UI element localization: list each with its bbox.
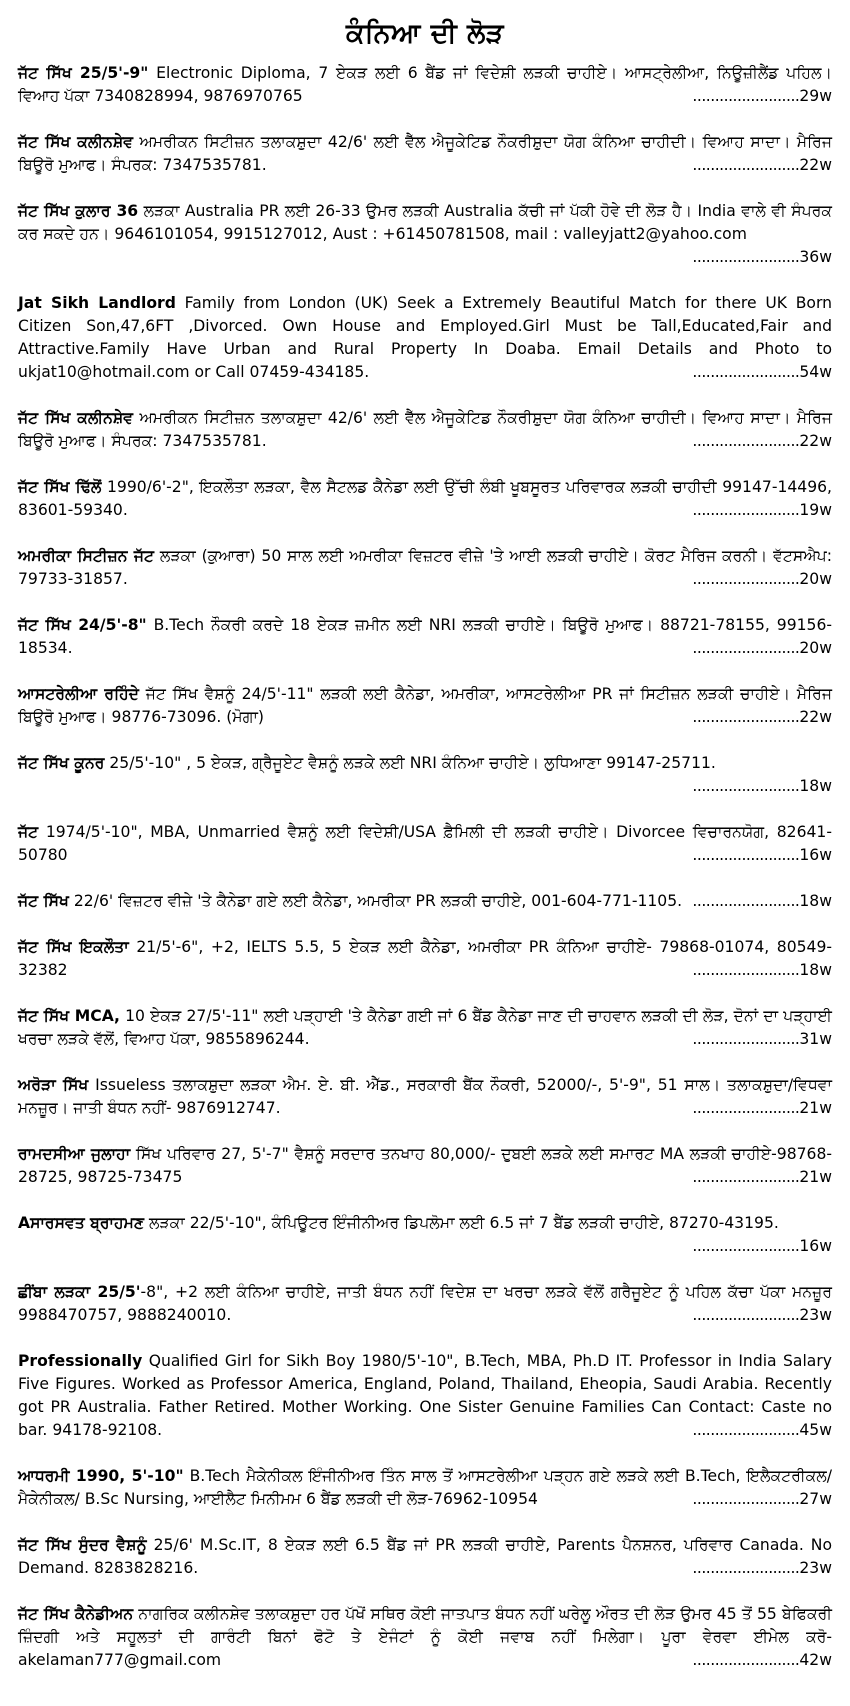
list-item xyxy=(18,1350,832,1442)
ad-code xyxy=(684,844,832,867)
list-item xyxy=(18,1465,832,1511)
ad-text: Family from London (UK) Seek a Extremely Beautiful Match for there UK Born Citizen Son,47,6FT ,Divorced. Own House and Employed.Girl Must be Tall,Educated,Fair and Attractive.Family Have Urban and Rural Property In Doaba. Email Details and Photo to ukjat10@hotmail.com or Call 07459-434185. xyxy=(18,294,832,381)
ad-code-value: 45w xyxy=(799,1421,832,1439)
ad-code xyxy=(684,1488,832,1511)
ad-leader-dots: ........................ xyxy=(692,1099,800,1117)
ad-code-value: 20w xyxy=(799,639,832,657)
list-item xyxy=(18,200,832,269)
ad-lead: ਜੱਟ xyxy=(18,823,39,841)
ad-text: -8", +2 ਲਈ ਕੰਨਿਆ ਚਾਹੀਏ, ਜਾਤੀ ਬੰਧਨ ਨਹੀਂ ਵਿਦੇਸ਼ ਦਾ ਖਰਚਾ ਲੜਕੇ ਵੱਲੋਂ ਗਰੈਜੂਏਟ ਨੂੰ ਪਹਿਲ ਕੱਚਾ ਪੱਕਾ ਮਨਜ਼ੂਰ 9988470757, 9888240010. xyxy=(18,1283,832,1324)
ad-code xyxy=(684,637,832,660)
ad-code-value: 21w xyxy=(799,1099,832,1117)
ad-code xyxy=(684,499,832,522)
ad-code-value: 18w xyxy=(799,892,832,910)
ad-lead: ਰਾਮਦਸੀਆ ਜੁਲਾਹਾ xyxy=(18,1145,131,1163)
ad-leader-dots: ........................ xyxy=(692,1168,800,1186)
ad-code-value: 19w xyxy=(799,501,832,519)
ad-lead: Professionally xyxy=(18,1352,143,1370)
list-item xyxy=(18,131,832,177)
ad-lead: ਜੱਟ ਸਿੱਖ ਕੁਲਾਰ 36 xyxy=(18,202,139,220)
list-item xyxy=(18,752,832,798)
ad-lead: ਜੱਟ ਸਿੱਖ ਕੂਨਰ xyxy=(18,754,105,772)
page-title: ਕੰਨਿਆ ਦੀ ਲੋੜ xyxy=(345,18,505,49)
ad-code-value: 22w xyxy=(799,156,832,174)
ad-text: ਅਮਰੀਕਨ ਸਿਟੀਜ਼ਨ ਤਲਾਕਸ਼ੁਦਾ 42/6' ਲਈ ਵੈੱਲ ਐਜੂਕੇਟਿਡ ਨੌਕਰੀਸ਼ੁਦਾ ਯੋਗ ਕੰਨਿਆ ਚਾਹੀਦੀ। ਵਿਆਹ ਸਾਦਾ। ਮੈਰਿਜ ਬਿਊਰੋ ਮੁਆਫ। ਸੰਪਰਕ: 7347535781. xyxy=(18,133,833,174)
ad-leader-dots: ........................ xyxy=(692,961,800,979)
ad-code-value: 31w xyxy=(799,1030,832,1048)
ad-code-value: 42w xyxy=(799,1651,832,1669)
ad-code xyxy=(684,430,832,453)
ad-code-value: 29w xyxy=(799,87,832,105)
list-item xyxy=(18,821,832,867)
list-item xyxy=(18,1212,832,1258)
ad-code xyxy=(684,1649,832,1672)
ad-code xyxy=(684,959,832,982)
ad-text: 21/5'-6", +2, IELTS 5.5, 5 ਏਕੜ ਲਈ ਕੈਨੇਡਾ, ਅਮਰੀਕਾ PR ਕੰਨਿਆ ਚਾਹੀਏ- 79868-01074, 80549-32382 xyxy=(18,938,833,979)
ad-text: ਜੱਟ ਸਿੱਖ ਵੈਸ਼ਨੂੰ 24/5'-11" ਲੜਕੀ ਲਈ ਕੈਨੇਡਾ, ਅਮਰੀਕਾ, ਆਸਟਰੇਲੀਆ PR ਜਾਂ ਸਿਟੀਜ਼ਨ ਲੜਕੀ ਚਾਹੀਏ। ਮੈਰਿਜ ਬਿਊਰੋ ਮੁਆਫ। 98776-73096. (ਮੋਗਾ) xyxy=(18,685,832,726)
ad-code-value: 22w xyxy=(799,708,832,726)
ad-code xyxy=(684,706,832,729)
ad-leader-dots: ........................ xyxy=(692,639,800,657)
ad-lead: ਆਸਟਰੇਲੀਆ ਰਹਿੰਦੇ xyxy=(18,685,139,703)
list-item xyxy=(18,1074,832,1120)
ad-leader-dots: ........................ xyxy=(692,892,800,910)
list-item xyxy=(18,545,832,591)
list-item xyxy=(18,407,832,453)
ad-leader-dots: ........................ xyxy=(692,363,800,381)
ad-text: ਲੜਕਾ 22/5'-10", ਕੰਪਿਊਟਰ ਇੰਜੀਨੀਅਰ ਡਿਪਲੋਮਾ ਲਈ 6.5 ਜਾਂ 7 ਬੈਂਡ ਲੜਕੀ ਚਾਹੀਏ, 87270-43195. xyxy=(143,1214,779,1232)
ad-lead: ਅਮਰੀਕਾ ਸਿਟੀਜ਼ਨ ਜੱਟ xyxy=(18,547,155,565)
list-item xyxy=(18,1143,832,1189)
ad-lead: ਅਰੋੜਾ ਸਿੱਖ xyxy=(18,1076,89,1094)
ad-text: 25/5'-10" , 5 ਏਕੜ, ਗ੍ਰੈਜੂਏਟ ਵੈਸ਼ਨੂੰ ਲੜਕੇ ਲਈ NRI ਕੰਨਿਆ ਚਾਹੀਏ। ਲੁਧਿਆਣਾ 99147-25711. xyxy=(104,754,716,772)
ad-code-value: 36w xyxy=(799,248,832,266)
ad-code-value: 54w xyxy=(799,363,832,381)
ad-leader-dots: ........................ xyxy=(692,570,800,588)
ad-text: 10 ਏਕੜ 27/5'-11" ਲਈ ਪੜ੍ਹਾਈ 'ਤੇ ਕੈਨੇਡਾ ਗਈ ਜਾਂ 6 ਬੈਂਡ ਕੈਨੇਡਾ ਜਾਣ ਦੀ ਚਾਹਵਾਨ ਲੜਕੀ ਦੀ ਲੋੜ, ਦੋਨਾਂ ਦਾ ਪੜ੍ਹਾਈ ਖਰਚਾ ਲੜਕੇ ਵੱਲੋਂ, ਵਿਆਹ ਪੱਕਾ, 9855896244. xyxy=(18,1007,833,1048)
ad-code xyxy=(684,1097,832,1120)
ad-text: Electronic Diploma, 7 ਏਕੜ ਲਈ 6 ਬੈਂਡ ਜਾਂ ਵਿਦੇਸ਼ੀ ਲੜਕੀ ਚਾਹੀਏ। ਆਸਟ੍ਰੇਲੀਆ, ਨਿਊਜ਼ੀਲੈਂਡ ਪਹਿਲ। ਵਿਆਹ ਪੱਕਾ 7340828994, 9876970765 xyxy=(18,64,832,105)
ad-code xyxy=(684,361,832,384)
ad-leader-dots: ........................ xyxy=(692,1651,800,1669)
list-item xyxy=(18,1005,832,1051)
ad-code xyxy=(684,890,832,913)
ad-code-value: 21w xyxy=(799,1168,832,1186)
ad-leader-dots: ........................ xyxy=(692,1490,800,1508)
list-item xyxy=(18,936,832,982)
list-item xyxy=(18,292,832,384)
ad-code xyxy=(684,85,832,108)
ad-code xyxy=(684,1304,832,1327)
ad-lead: ਆਧਰਮੀ 1990, 5'-10" xyxy=(18,1467,184,1485)
ad-code-value: 22w xyxy=(799,432,832,450)
ad-code xyxy=(684,775,832,798)
ad-text: B.Tech ਮੈਕੇਨੀਕਲ ਇੰਜੀਨੀਅਰ ਤਿੰਨ ਸਾਲ ਤੋਂ ਆਸਟਰੇਲੀਆ ਪੜ੍ਹਨ ਗਏ ਲੜਕੇ ਲਈ B.Tech, ਇਲੈਕਟਰੀਕਲ/ਮੈਕੇਨੀਕਲ/ B.Sc Nursing, ਆਈਲੈਟ ਮਿਨੀਮਮ 6 ਬੈਂਡ ਲੜਕੀ ਦੀ ਲੋੜ-76962-10954 xyxy=(18,1467,832,1508)
ad-leader-dots: ........................ xyxy=(692,87,800,105)
ad-text: B.Tech ਨੌਕਰੀ ਕਰਦੇ 18 ਏਕੜ ਜ਼ਮੀਨ ਲਈ NRI ਲੜਕੀ ਚਾਹੀਏ। ਬਿਊਰੋ ਮੁਆਫ। 88721-78155, 99156-18534. xyxy=(18,616,833,657)
ad-lead: ਜੱਟ ਸਿੱਖ 25/5'-9" xyxy=(18,64,149,82)
ad-leader-dots: ........................ xyxy=(692,846,800,864)
ad-lead: ਜੱਟ ਸਿੱਖ ਇਕਲੌਤਾ xyxy=(18,938,129,956)
ad-lead: ਜੱਟ ਸਿੱਖ ਕਲੀਨਸ਼ੇਵ xyxy=(18,133,134,151)
ad-text: ਨਾਗਰਿਕ ਕਲੀਨਸ਼ੇਵ ਤਲਾਕਸ਼ੁਦਾ ਹਰ ਪੱਖੋਂ ਸਥਿਰ ਕੋਈ ਜਾਤਪਾਤ ਬੰਧਨ ਨਹੀਂ ਘਰੇਲੂ ਔਰਤ ਦੀ ਲੋੜ ਉਮਰ 45 ਤੋਂ 55 ਬੇਫਿਕਰੀ ਜ਼ਿੰਦਗੀ ਅਤੇ ਸਹੂਲਤਾਂ ਦੀ ਗਾਰੰਟੀ ਬਿਨਾਂ ਫੋਟੋ ਤੇ ਏਜੰਟਾਂ ਨੂੰ ਕੋਈ ਜਵਾਬ ਨਹੀਂ ਮਿਲੇਗਾ। ਪੂਰਾ ਵੇਰਵਾ ਈਮੇਲ ਕਰੋ- akelaman777@gmail.com xyxy=(18,1605,832,1669)
ad-lead: Aਸਾਰਸਵਤ ਬ੍ਰਾਹਮਣ xyxy=(18,1214,144,1232)
list-item xyxy=(18,683,832,729)
ad-code xyxy=(684,154,832,177)
ad-text: ਲੜਕਾ Australia PR ਲਈ 26-33 ਉਮਰ ਲੜਕੀ Australia ਕੱਚੀ ਜਾਂ ਪੱਕੀ ਹੋਵੇ ਦੀ ਲੋੜ ਹੈ। India ਵਾਲੇ ਵੀ ਸੰਪਰਕ ਕਰ ਸਕਦੇ ਹਨ। 9646101054, 9915127012, Aust : +61450781508, mail : valleyjatt2@yahoo.com xyxy=(18,202,832,243)
list-item xyxy=(18,1603,832,1672)
ad-leader-dots: ........................ xyxy=(692,1306,800,1324)
ad-code-value: 16w xyxy=(799,1237,832,1255)
ad-leader-dots: ........................ xyxy=(692,248,800,266)
ad-leader-dots: ........................ xyxy=(692,1559,800,1577)
ad-code xyxy=(684,1166,832,1189)
ad-code-value: 27w xyxy=(799,1490,832,1508)
ad-text: 1974/5'-10", MBA, Unmarried ਵੈਸ਼ਨੂੰ ਲਈ ਵਿਦੇਸ਼ੀ/USA ਫ਼ੈਮਿਲੀ ਦੀ ਲੜਕੀ ਚਾਹੀਏ। Divorcee ਵਿਚਾਰਨਯੋਗ, 82641-50780 xyxy=(18,823,832,864)
ad-leader-dots: ........................ xyxy=(692,777,800,795)
ad-lead: ਜੱਟ ਸਿੱਖ ਢਿੱਲੋਂ xyxy=(18,478,102,496)
ad-leader-dots: ........................ xyxy=(692,501,800,519)
ad-text: ਲੜਕਾ (ਕੁਆਰਾ) 50 ਸਾਲ ਲਈ ਅਮਰੀਕਾ ਵਿਜ਼ਟਰ ਵੀਜ਼ੇ 'ਤੇ ਆਈ ਲੜਕੀ ਚਾਹੀਏ। ਕੋਰਟ ਮੈਰਿਜ ਕਰਨੀ। ਵੱਟਸਐਪ: 79733-31857. xyxy=(18,547,832,588)
ad-leader-dots: ........................ xyxy=(692,708,800,726)
ad-code-value: 23w xyxy=(799,1559,832,1577)
ad-code xyxy=(684,568,832,591)
ad-code-value: 23w xyxy=(799,1306,832,1324)
ad-text: ਸਿੱਖ ਪਰਿਵਾਰ 27, 5'-7" ਵੈਸ਼ਨੂੰ ਸਰਦਾਰ ਤਨਖਾਹ 80,000/- ਦੁਬਈ ਲੜਕੇ ਲਈ ਸਮਾਰਟ MA ਲੜਕੀ ਚਾਹੀਏ-98768-28725, 98725-73475 xyxy=(18,1145,832,1186)
ad-lead: ਜੱਟ ਸਿੱਖ ਕਲੀਨਸ਼ੇਵ xyxy=(18,409,134,427)
ad-code-value: 18w xyxy=(799,777,832,795)
ad-text: Issueless ਤਲਾਕਸ਼ੁਦਾ ਲੜਕਾ ਐਮ. ਏ. ਬੀ. ਐੱਡ., ਸਰਕਾਰੀ ਬੈਂਕ ਨੌਕਰੀ, 52000/-, 5'-9", 51 ਸਾਲ। ਤਲਾਕਸ਼ੁਦਾ/ਵਿਧਵਾ ਮਨਜ਼ੂਰ। ਜਾਤੀ ਬੰਧਨ ਨਹੀਂ- 9876912747. xyxy=(18,1076,832,1117)
ad-leader-dots: ........................ xyxy=(692,432,800,450)
ad-code xyxy=(684,1557,832,1580)
ad-text: 25/6' M.Sc.IT, 8 ਏਕੜ ਲਈ 6.5 ਬੈਂਡ ਜਾਂ PR ਲੜਕੀ ਚਾਹੀਏ, Parents ਪੈਨਸ਼ਨਰ, ਪਰਿਵਾਰ Canada. No Demand. 8283828216. xyxy=(18,1536,832,1577)
ad-code xyxy=(684,246,832,269)
ad-lead: Jat Sikh Landlord xyxy=(18,294,176,312)
list-item xyxy=(18,614,832,660)
list-item xyxy=(18,62,832,108)
ads-list xyxy=(18,62,832,1672)
list-item xyxy=(18,1281,832,1327)
ad-leader-dots: ........................ xyxy=(692,156,800,174)
ad-text: ਅਮਰੀਕਨ ਸਿਟੀਜ਼ਨ ਤਲਾਕਸ਼ੁਦਾ 42/6' ਲਈ ਵੈੱਲ ਐਜੂਕੇਟਿਡ ਨੌਕਰੀਸ਼ੁਦਾ ਯੋਗ ਕੰਨਿਆ ਚਾਹੀਦੀ। ਵਿਆਹ ਸਾਦਾ। ਮੈਰਿਜ ਬਿਊਰੋ ਮੁਆਫ। ਸੰਪਰਕ: 7347535781. xyxy=(18,409,833,450)
ad-lead: ਜੱਟ ਸਿੱਖ ਸੁੰਦਰ ਵੈਸ਼ਨੂੰ xyxy=(18,1536,147,1554)
ad-lead: ਛੀਂਬਾ ਲੜਕਾ 25/5' xyxy=(18,1283,141,1301)
ad-leader-dots: ........................ xyxy=(692,1030,800,1048)
ad-code xyxy=(684,1419,832,1442)
list-item xyxy=(18,890,832,913)
ad-code-value: 20w xyxy=(799,570,832,588)
ad-code xyxy=(684,1028,832,1051)
ad-leader-dots: ........................ xyxy=(692,1237,800,1255)
ad-code-value: 16w xyxy=(799,846,832,864)
ad-lead: ਜੱਟ ਸਿੱਖ 24/5'-8" xyxy=(18,616,147,634)
ad-lead: ਜੱਟ ਸਿੱਖ xyxy=(18,892,69,910)
list-item xyxy=(18,476,832,522)
ad-text: 22/6' ਵਿਜ਼ਟਰ ਵੀਜ਼ੇ 'ਤੇ ਕੈਨੇਡਾ ਗਏ ਲਈ ਕੈਨੇਡਾ, ਅਮਰੀਕਾ PR ਲੜਕੀ ਚਾਹੀਏ, 001-604-771-1105. xyxy=(68,892,683,910)
ad-lead: ਜੱਟ ਸਿੱਖ MCA, xyxy=(18,1007,120,1025)
ad-code xyxy=(684,1235,832,1258)
ad-leader-dots: ........................ xyxy=(692,1421,800,1439)
list-item xyxy=(18,1534,832,1580)
ad-code-value: 18w xyxy=(799,961,832,979)
ad-text: 1990/6'-2", ਇਕਲੌਤਾ ਲੜਕਾ, ਵੈਲ ਸੈਟਲਡ ਕੈਨੇਡਾ ਲਈ ਉੱਚੀ ਲੰਬੀ ਖੂਬਸੂਰਤ ਪਰਿਵਾਰਕ ਲੜਕੀ ਚਾਹੀਦੀ 99147-14496, 83601-59340. xyxy=(18,478,833,519)
ad-text: Qualified Girl for Sikh Boy 1980/5'-10", B.Tech, MBA, Ph.D IT. Professor in India Salary Five Figures. Worked as Professor America, England, Poland, Thailand, Eheopia, Saudi Arabia. Recently got PR Australia. Father Retired. Mother Working. One Sister Genuine Families Can Contact: Caste no bar. 94178-92108. xyxy=(18,1352,832,1439)
ad-lead: ਜੱਟ ਸਿੱਖ ਕੈਨੇਡੀਅਨ xyxy=(18,1605,134,1623)
